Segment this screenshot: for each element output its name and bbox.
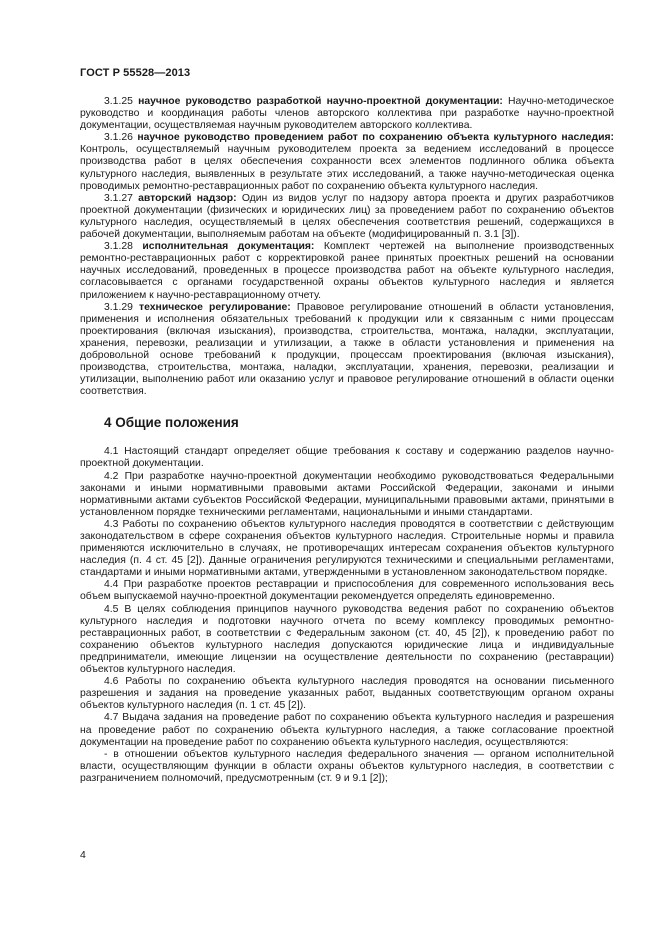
document-body bbox=[80, 96, 614, 785]
definition-text: Правовое регулирование отношений в области установления, применения и исполнения обязательных требований к продукции или к связанным с ними процессам проектирования (включая изыскания), производства, строительства, монтажа, наладки, эксплуатации, хранения, перевозки, реализации и утилизации, а также в области установления и применения на добровольной основе требований к продукции, процессам проектирования (включая изыскания), производства, строительства, монтажа, наладки, эксплуатации, хранения, перевозки, реализации и утилизации, выполнению работ или оказанию услуг и правовое регулирование отношений в области оценки соответствия. bbox=[80, 301, 614, 398]
definition-number: 3.1.26 bbox=[104, 132, 133, 144]
definition-text: Комплект чертежей на выполнение производственных ремонтно-реставрационных работ с корректировкой ранее принятых проектных решений на основании научных исследований, проведенных в процессе производства работ на объекте культурного наследия, согласовывается с органами государственной охраны объектов культурного наследия и является приложением к научно-реставрационному отчету. bbox=[80, 241, 614, 301]
definition-term: научное руководство проведением работ по сохранению объекта культурного наследия: bbox=[137, 132, 614, 144]
definition-number: 3.1.29 bbox=[104, 301, 133, 313]
definition-number: 3.1.28 bbox=[104, 241, 133, 253]
definition-text: Контроль, осуществляемый научным руководителем проекта за ведением исследований в процессе производства работ в целях обеспечения сохранности всех элементов подлинного облика объекта культурного наследия, выявленных в результате этих исследований, а также научно-методическая оценка проводимых ремонтно-реставрационных работ по сохранению объекта культурного наследия. bbox=[80, 144, 614, 192]
paragraph-4-7: 4.7 Выдача задания на проведение работ по сохранению объекта культурного наследия и разрешения на проведение работ по сохранению объекта культурного наследия, а также согласование проектной документации на проведение работ по сохранению объекта культурного наследия, осуществляются: bbox=[80, 712, 614, 748]
definition-text: Один из видов услуг по надзору автора проекта и других разработчиков проектной документации (физических и юридических лиц) за проведением работ по сохранению объектов культурного наследия, осуществляемый в целях обеспечения соответствия решений, содержащихся в рабочей документации, выполняемым работам на объекте (модифицированный п. 3.1 [3]). bbox=[80, 192, 615, 241]
definition-3-1-26 bbox=[80, 132, 614, 192]
definition-term: исполнительная документация: bbox=[142, 241, 315, 253]
definition-3-1-28 bbox=[80, 241, 614, 301]
definition-3-1-27 bbox=[80, 193, 614, 241]
definition-term: техническое регулирование: bbox=[139, 301, 291, 313]
definition-number: 3.1.27 bbox=[104, 192, 133, 204]
definition-3-1-25 bbox=[80, 96, 614, 132]
section-heading: 4 Общие положения bbox=[104, 415, 239, 431]
standard-title: ГОСТ Р 55528—2013 bbox=[80, 67, 191, 79]
definition-number: 3.1.25 bbox=[104, 96, 133, 107]
page-number: 4 bbox=[80, 850, 86, 861]
definition-3-1-29 bbox=[80, 302, 614, 399]
definition-text: Научно-методическое руководство и координация работы членов авторского коллектива при разработке научно-проектной документации, осуществляемая научным руководителем авторского коллектива. bbox=[80, 96, 614, 132]
paragraph-4-6: 4.6 Работы по сохранению объекта культурного наследия проводятся на основании письменного разрешения и задания на проведение указанных работ, выданных соответствующим органом охраны объектов культурного наследия (п. 1 ст. 45 [2]). bbox=[80, 676, 614, 712]
paragraph-4-4: 4.4 При разработке проектов реставрации и приспособления для современного использования весь объем выпускаемой научно-проектной документации рекомендуется определять единовременно. bbox=[80, 579, 614, 603]
list-item-federal: - в отношении объектов культурного наследия федерального значения — органом исполнительной власти, осуществляющим функции в области охраны объектов культурного наследия, в соответствии с разграничением полномочий, предусмотренным (ст. 9 и 9.1 [2]); bbox=[80, 748, 614, 784]
definition-term: научное руководство разработкой научно-проектной документации: bbox=[138, 96, 503, 107]
paragraph-4-3: 4.3 Работы по сохранению объектов культурного наследия проводятся в соответствии с действующим законодательством в сфере сохранения объектов культурного наследия. Строительные нормы и правила применяются исключительно в случаях, не противоречащих интересам сохранения объектов культурного наследия (п. 4 ст. 45 [2]). Данные ограничения регулируются техническими и специальными регламентами, стандартами и иными нормативными актами, утвержденными в установленном законодательством порядке. bbox=[80, 518, 614, 579]
paragraph-4-5: 4.5 В целях соблюдения принципов научного руководства ведения работ по сохранению объектов культурного наследия и подготовки научного отчета по всему комплексу проводимых ремонтно-реставрационных работ, в соответствии с Федеральным законом (ст. 40, 45 [2]), к проведению работ по сохранению объектов культурного наследия допускаются юридические лица и индивидуальные предприниматели, имеющие лицензии на осуществление деятельности по сохранению (реставрации) объектов культурного наследия. bbox=[80, 603, 614, 676]
paragraph-4-2: 4.2 При разработке научно-проектной документации необходимо руководствоваться Федеральными законами и иными нормативными правовыми актами Российской Федерации, законами и иными нормативными актами субъектов Российской Федерации, муниципальными правовыми актами, принятыми в установленном порядке техническими регламентами, национальными и иными стандартами. bbox=[80, 470, 614, 518]
paragraph-4-1: 4.1 Настоящий стандарт определяет общие требования к составу и содержанию разделов научно-проектной документации. bbox=[80, 446, 614, 470]
definition-term: авторский надзор: bbox=[138, 192, 237, 204]
